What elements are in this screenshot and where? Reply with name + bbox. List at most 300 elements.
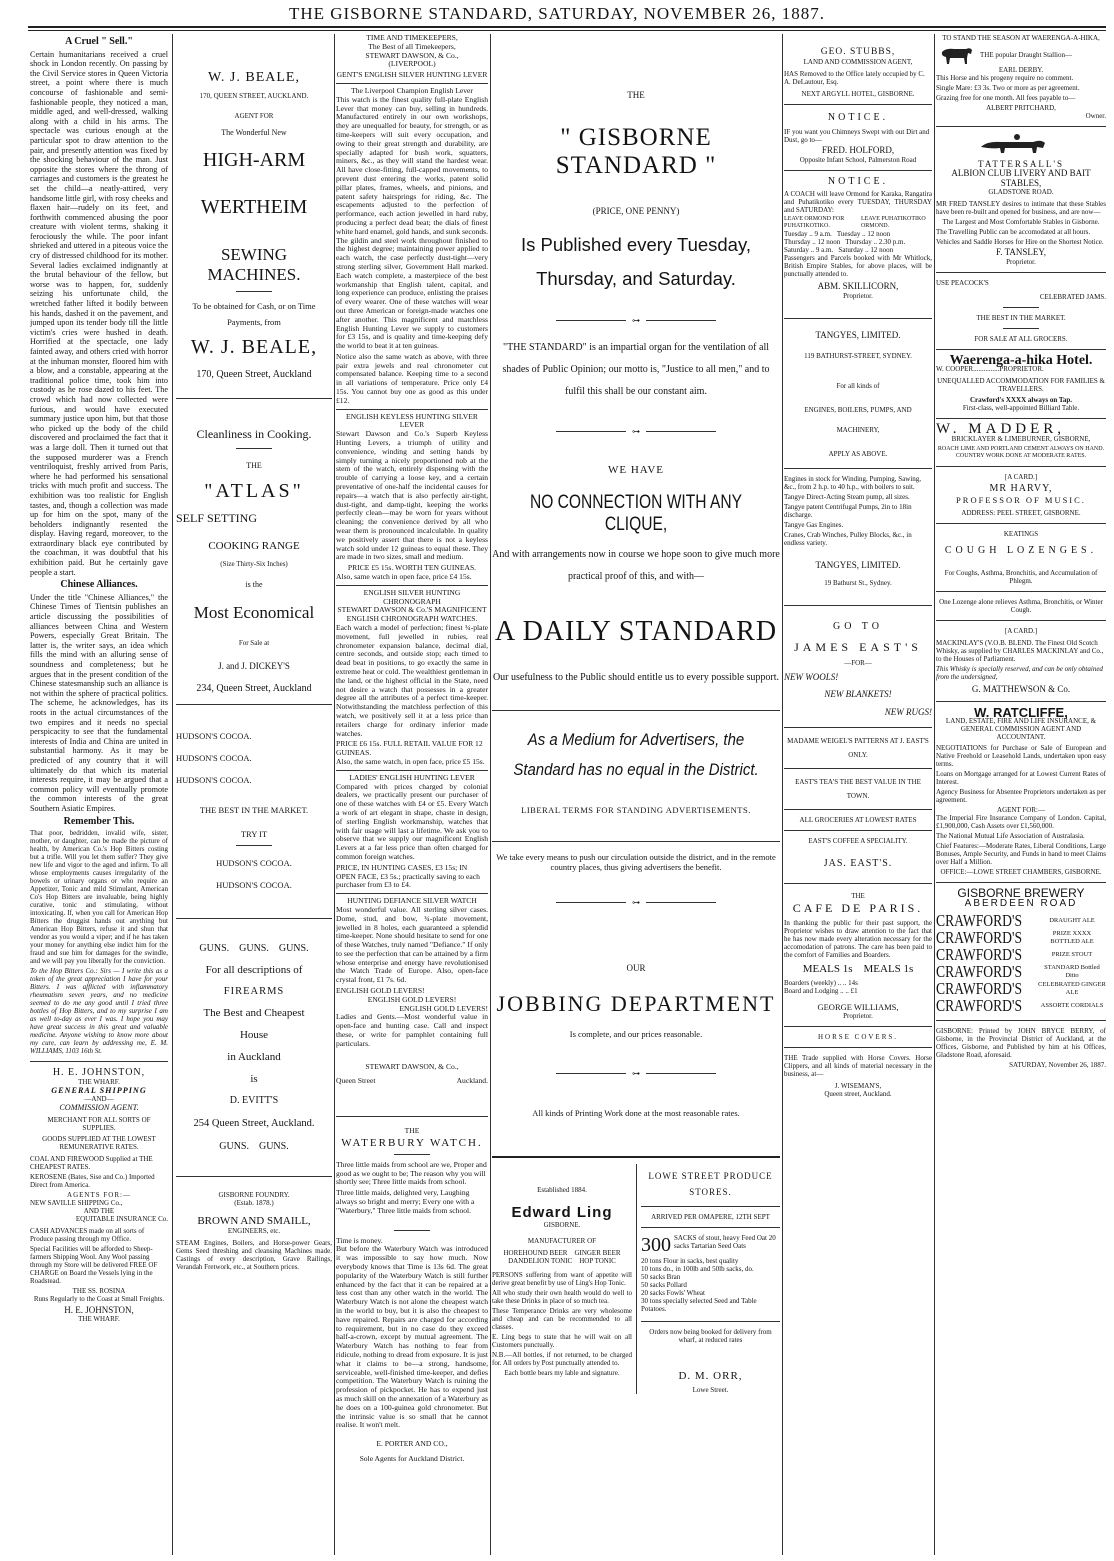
ad-address: Queen street, Auckland. [824, 1090, 892, 1098]
timetable-header: LEAVE PUHATIKOTIKO ORMOND. [860, 216, 926, 229]
brewery-product: DRAUGHT ALE [1049, 916, 1095, 924]
ad-text: Passengers and Parcels booked with Mr Whitlock, British Empire Stables, for above places, will be punctually attended to. [784, 254, 932, 278]
ad-text: EQUITABLE INSURANCE Co. [75, 1214, 168, 1223]
ad-text: 50 sacks Pollard [641, 1281, 687, 1289]
ad-text: Also, the same watch, in open face, price £5 15s. [336, 756, 485, 766]
ad-heading: WERTHEIM [200, 196, 308, 218]
ad-text: STEAM Engines, Boilers, and Horse-power Gears, Gems Seed threshing and cleansing Machines made. Castings of every description, Grave Railings, Verandah Fretwork, etc., at Southern prices. [176, 1239, 332, 1271]
ad-heading: A DAILY STANDARD [494, 616, 778, 647]
divider [936, 272, 1106, 273]
divider [176, 398, 332, 399]
ad-text: THE BEST IN THE MARKET. [976, 313, 1066, 322]
ad-text: This Horse and his progeny require no comment. [936, 74, 1074, 82]
divider [936, 466, 1106, 467]
ad-name: TANGYES, LIMITED. [815, 329, 901, 340]
ad-text: HUDSON'S COCOA. [176, 731, 252, 741]
ad-text: The Wonderful New [221, 128, 287, 137]
ad-text: Owner. [1085, 112, 1106, 120]
timetable-header: LEAVE ORMOND FOR PUHATIKOTIKO. [784, 216, 845, 229]
ad-text: W. COOPER...............PROPRIETOR. [936, 365, 1044, 373]
divider [176, 1176, 332, 1177]
ad-text: Each watch a model of perfection; finest ¾-plate movement, full jewelled in rubies, real chronometer expansion balance, decimal dial, centre seconds, and outside stop; each timed to dead beat in positions, to go exactly the same in extreme heat or cold. The wealthiest gentleman in the land, or the highest official in the State, need not desire a watch that possesses in a greater degree all the attributes of a perfect time-keeper. Notwithstanding the matchless perfection of this watch, we positively sell it at a less price than retailers charge for ordinary inferior made watches. [336, 623, 488, 738]
ad-text: Tangye Direct-Acting Steam pump, all sizes. [784, 493, 910, 501]
ad-text: is the [245, 580, 263, 589]
column-1 [30, 34, 168, 1555]
ad-text: HUDSON'S COCOA. [176, 775, 252, 785]
brewery-product-row [936, 929, 1106, 946]
ad-text: AGENT FOR [234, 112, 274, 120]
ad-text: All who study their own health would do well to take these Drinks in place of so much tea. [492, 1289, 632, 1305]
brewery-brand: CRAWFORD'S [936, 945, 1023, 964]
ad-text: STEWART DAWSON & Co.'S MAGNIFICENT ENGLISH CHRONOGRAPH WATCHES. [337, 605, 487, 624]
ad-name: MR HARVY, [989, 482, 1053, 494]
horse-icon [936, 44, 976, 66]
ad-text: Board and Lodging .. .. £1 [784, 986, 858, 995]
ad-address: GLADSTONE ROAD. [988, 188, 1054, 196]
ad-text: (Size Thirty-Six Inches) [220, 560, 288, 568]
ling-ad [492, 1164, 637, 1394]
ad-heading: ENGLISH KEYLESS HUNTING SILVER LEVER [346, 411, 478, 430]
ad-heading: ENGLISH SILVER HUNTING CHRONOGRAPH [363, 587, 461, 606]
divider [936, 591, 1106, 592]
ad-heading: HORSE COVERS. [817, 1033, 899, 1041]
divider [336, 893, 488, 894]
divider [30, 1061, 168, 1062]
ad-heading: HUNTING DEFIANCE SILVER WATCH [347, 896, 477, 906]
ad-text: GISBORNE FOUNDRY. [218, 1191, 290, 1199]
ad-text: Tangye patent Centrifugal Pumps, 2in to 18in discharge. [784, 503, 912, 519]
ad-text: The Best of all Timekeepers, [368, 41, 456, 51]
ad-text: EAST'S COFFEE A SPECIALITY. [808, 837, 908, 845]
masthead-rule [28, 26, 1106, 31]
ad-heading: Cleanliness in Cooking. [196, 427, 312, 441]
ad-text: NEXT ARGYLL HOTEL, GISBORNE. [801, 89, 915, 98]
ad-name: STEWART DAWSON, & Co., [365, 1061, 459, 1071]
ad-numeral: 300 [641, 1234, 671, 1256]
testimonial: To the Hop Bitters Co.: Sirs — I write this as a token of the great appreciation I have for your Bitters. I was afflicted with inflammatory rheumatism seven years, and no medicine seemed to do me any good until I tried three bottles of Hop Bitters, and to my surprise I am as well to-day as ever I was. I hope you may have great success in this great and valuable medicine. Anyone wishing to know more about my cure, can learn by addressing me, E. M. WILLIAMS, 1103 16th St. [30, 967, 168, 1056]
ornament-divider: ⊶ [492, 316, 780, 325]
ad-text: LAND AND COMMISSION AGENT, [803, 57, 913, 66]
ad-text: MERCHANT FOR ALL SORTS OF SUPPLIES. [47, 1115, 151, 1132]
ad-text: But before the Waterbury Watch was introduced it was impossible to say how much. Now everybody knows that Time is 13s 6d. The great popularity of the Waterbury Watch is still further enhanced by the fact that it can be repaired at a less cost than any other watch in the world. The Waterbury Watch is not alone the cheapest watch in the world to buy, but it is also the cheapest to have repaired. Repairs are charged for according to requirement, but in no case do they exceed half-a-crown, except by mutual agreement. The Waterbury Watch has nothing to fear from ridicule, nothing to dread from exposure. It is just what it claims to be—a strong, handsome, serviceable, well-finished time-keeper, and defies competition. The Waterbury Watch is ruining the profession of pickpocket. He has to expend just as much skill on the annexation of a Waterbury as he does on a 100-guinea gold chronometer. But the intrinsic value is so small that he cannot realise. It won't melt. [336, 1244, 488, 1430]
divider [784, 809, 932, 810]
ad-name: JAS. EAST'S. [823, 858, 893, 869]
divider [784, 1026, 932, 1027]
ad-text: Orders now being booked for delivery from wharf, at reduced rates [649, 1328, 772, 1344]
ad-heading: MEALS 1s MEALS 1s [802, 963, 914, 975]
ad-text: Runs Regularly to the Coast at Small Freights. [33, 1294, 165, 1303]
ad-address: Opposite Infant School, Palmerston Road [799, 155, 917, 164]
ad-name: F. TANSLEY, [996, 247, 1046, 257]
ad-text: NEW SAVILLE SHIPPING Co., [30, 1198, 123, 1207]
ad-text: The Best and Cheapest [203, 1007, 305, 1019]
ad-text: KEROSENE (Bates, Sise and Co.) Imported Direct from America. [30, 1172, 155, 1189]
ad-text: HUDSON'S COCOA. [176, 753, 252, 763]
ad-text: In thanking the public for their past support, the Proprietor wishes to draw attention to the fact that he has now made every alteration necessary for the accomodation of patrons. The care has been paid to the comfort of Families and Boarders. [784, 919, 932, 959]
ad-text: This Whisky is specially reserved, and can be only obtained from the undersigned, [936, 665, 1103, 681]
ad-text: (PRICE, ONE PENNY) [592, 206, 680, 216]
ad-heading: The Liverpool Champion English Lever [351, 85, 473, 95]
ad-text: We take every means to push our circulation outside the district, and in the remote country places, thus giving advertisers the benefit. [496, 852, 776, 872]
ornament-divider: ⊶ [492, 427, 780, 436]
ad-text: Tangye Gas Engines. [784, 521, 844, 529]
ad-text: These Temperance Drinks are very wholesome and cheap and can be recommended to all classes. [492, 1307, 632, 1331]
brewery-product: STANDARD Bottled Ditto [1044, 964, 1100, 979]
ad-name: W. J. BEALE, [208, 70, 300, 85]
divider [936, 1020, 1106, 1021]
ad-text: AND THE [83, 1206, 115, 1215]
ad-text: THE [246, 461, 262, 470]
brewery-product-row [936, 946, 1106, 963]
brewery-brand: CRAWFORD'S [936, 979, 1023, 998]
ad-text: SELF SETTING [176, 511, 257, 525]
ad-text: The National Mutual Life Association of Australasia. [936, 832, 1085, 840]
ad-text: HAS Removed to the Office lately occupied by C. A. DeLautour, Esq. [784, 69, 925, 86]
ad-text: (LIVERPOOL) [388, 59, 436, 69]
brewery-product: PRIZE STOUT [1051, 950, 1093, 958]
headline: Remember This. [63, 815, 135, 827]
ad-text: ARRIVED PER OMAPERE, 12TH SEPT [651, 1213, 770, 1221]
ad-text: Cranes, Crab Winches, Pulley Blocks, &c., in endless variety. [784, 531, 912, 547]
ad-name: GISBORNE BREWERY [957, 886, 1085, 900]
ad-text: Our usefulness to the Public should entitle us to every possible support. [492, 672, 780, 683]
brewery-product-row [936, 997, 1106, 1014]
ad-text: Stewart Dawson and Co.'s Superb Keyless Hunting Levers, a triumph of utility and convenience, winding and setting hands by simply turning a nicely proportioned nob at the stem of the watch, entirely dispensing with the trouble of carrying a loose key, and a certain preventative of one-half the incidental causes for repairs—a watch that is also perfectly air-tight, dust-tight, and damp-tight, keeping the works perfectly clean—may be worn for years without cleaning; the convenience derived by all who wear them is pronounced incalculable. In quality we positively assert that there is not a keyless watch sold under 12 guineas to equal these. They are made in two sizes, small and medium. [336, 429, 488, 562]
column-rule [934, 34, 935, 1555]
article-body: That poor, bedridden, invalid wife, sister, mother, or daughter, can be made the picture of health, by American Co.'s Hop Bitters costing but a trifle. Will you let them suffer? They give new life and vigor to the aged and infirm. To all whose employments causes irregularity of the bowels or urinary organs or who require an Appetizer, Tonic and mild Stimulant, American Co's Hop Bitters are invaluable, being highly curative, tonic and stimulating, without intoxicating. If, when you call for American Hop Bitters the druggist hands out anything but American Hop Bitters, refuse it and shun that vendor as you would a viper; and if he has taken your money for anything else indict him for the fraud and sue him for damages for the swindle, and we will pay you liberally for the conviction. [30, 829, 168, 966]
ad-name: E. PORTER AND CO., [376, 1439, 448, 1449]
divider [236, 448, 272, 449]
ad-text: Chief Features:—Moderate Rates, Liberal Conditions, Large Bonuses, Ample Security, and Funds in hand to meet Claims over Half a Million. [936, 842, 1106, 866]
ad-name: H. E. JOHNSTON, [52, 1067, 146, 1079]
ad-heading: Is Published every Tuesday, Thursday, and Saturday. [520, 234, 751, 289]
ad-text: For all kinds of [836, 382, 880, 390]
divider [936, 523, 1106, 524]
ad-text: Single Mare: £3 3s. Two or more as per agreement. [936, 84, 1080, 92]
ad-name: Waerenga-a-hika Hotel. [949, 352, 1093, 368]
ad-address: 19 Bathurst St., Sydney. [824, 578, 892, 587]
divider [641, 1321, 780, 1322]
divider [784, 1047, 932, 1048]
ad-text: One Lozenge alone relieves Asthma, Bronchitis, or Winter Cough. [939, 598, 1103, 614]
ad-text: APPLY AS ABOVE. [828, 450, 888, 458]
ad-text: FOR SALE AT ALL GROCERS. [974, 334, 1068, 343]
brewery-product-row [936, 980, 1106, 997]
divider [1003, 328, 1039, 329]
ad-heading: As a Medium for Advertisers, the Standard has no equal in the District. [513, 730, 759, 779]
divider [236, 291, 272, 292]
poem: Three little maids from school are we, Proper and good as we ought to be; The reason why you will shortly see; Three little maids from school. [336, 1159, 487, 1187]
ad-text: IF you want you Chimneys Swept with out Dirt and Dust, go to— [784, 128, 930, 144]
ad-text: A COACH will leave Ormond for Karaka, Rangatira and Puhatikotiko every TUESDAY, THURSDAY and SATURDAY: [784, 190, 932, 214]
ad-text: Special Facilities will be afforded to Sheep-farmers Shipping Wool. Any Wool passing through my Store will be delivered FREE OF CHARGE on Board the Vessels lying in the Roadstead. [30, 1244, 158, 1285]
column-2 [176, 34, 332, 1555]
ad-address: ABERDEEN ROAD [964, 897, 1078, 909]
ad-text: HOREHOUND BEER GINGER BEER [503, 1249, 621, 1257]
ad-text: Engines in stock for Winding, Pumping, Sawing, &c., from 2 h.p. to 40 h.p., with boilers to suit. [784, 475, 922, 491]
ad-name: G. MATTHEWSON & Co. [971, 684, 1071, 694]
ad-text: MADAME WEIGEL'S PATTERNS AT J. EAST'S ONLY. [787, 737, 929, 759]
ad-heading: JOBBING DEPARTMENT [496, 991, 776, 1016]
brewery-list [936, 912, 1106, 1014]
ad-text: Crawford's XXXX always on Tap. [969, 396, 1073, 404]
divider [784, 104, 932, 105]
ad-text: To be obtained for Cash, or on Time Payments, from [192, 301, 316, 327]
ad-text: (Estab. 1878.) [234, 1199, 274, 1207]
ad-address: 234, Queen Street, Auckland [196, 683, 312, 694]
ad-text: DANDELION TONIC HOP TONIC [508, 1257, 616, 1265]
ad-address: THE WHARF. [78, 1077, 120, 1086]
column-rule [782, 34, 783, 1555]
ad-text: TRY IT [240, 829, 268, 839]
ad-name: W. J. BEALE, [190, 336, 318, 358]
ad-text: EAST'S TEA'S THE BEST VALUE IN THE TOWN. [795, 778, 921, 800]
ad-text: KEATINGS [1003, 529, 1039, 538]
orr-ad [637, 1164, 780, 1394]
ad-name: ABM. SKILLICORN, [817, 281, 899, 291]
divider [936, 620, 1106, 621]
ad-text: Each bottle bears my lable and signature. [504, 1369, 620, 1377]
ad-text: For Sale at [238, 639, 270, 647]
divider [176, 704, 332, 705]
ad-name: J. WISEMAN'S, [834, 1082, 882, 1090]
ad-address: Auckland. [456, 1076, 488, 1086]
divider [394, 1154, 430, 1155]
masthead: THE GISBORNE STANDARD, SATURDAY, NOVEMBER 26, 1887. [288, 4, 826, 23]
divider [784, 883, 932, 884]
ad-heading: GUNS. GUNS. [219, 1141, 289, 1152]
column-5 [784, 34, 932, 1555]
ad-text: First-class, well-appointed Billiard Table. [962, 404, 1080, 412]
ad-text: Proprietor. [843, 1012, 873, 1020]
column-3 [336, 34, 488, 1555]
ad-text: MANUFACTURER OF [527, 1237, 597, 1245]
ad-name: ALBERT PRITCHARD, [986, 104, 1056, 112]
ad-text: THE SS. ROSINA [72, 1286, 126, 1295]
headline: A Cruel " Sell." [65, 36, 133, 47]
ad-heading: GUNS. GUNS. GUNS. [199, 943, 309, 954]
ad-text: ENGINES, BOILERS, PUMPS, AND MACHINERY, [804, 406, 912, 434]
article-body: Certain humanitarians received a cruel shock in London recently. On passing by the Civil Service stores in Queen Victoria street, a point where there is much concourse of fashionable and semi-fashionable people, they noticed a man, middle aged, and well-dressed, walking along with a child in his arms. The spectacle was curious enough at the particular spot to draw attention to the pair, and presently attention was fixed by the shocking behaviour of the man. Just opposite the stores where the throng of carriages and customers is the greatest he set the child—a neatly-attired, very handsome little girl, with rosy cheeks and flaxen hair—rudely on its feet, and forthwith commenced abusing the poor creature with violent terms, shaking it ferociously the while. The poor infant shrieked and uttered in a piteous voice the cry of distressed childhood for its mother. Several ladies exclaimed indignantly at the brutal behaviour of the fellow, but worse was to happen, for, suddenly seizing his unfortunate child, the wretched father lifted it bodily between his hands, dashed it on the pavement, and jumped upon its tender body till the little victim's cries were hushed in death. Horrified at the spectacle, one lady fainted away, and others cried with horror at the inhuman monster, floored him with a blow, and a constable, appearing at the traditional police time, took him into custody as he rose dazed to his feet. The crowd which had now collected were furious, and would have executed summary justice upon him, but that those who picked up the body of the child discovered and proclaimed the fact that it was a large doll. Then it turned out that the supposed murderer was a French ventriloquist, freshly arrived from Paris, where he had performed his sensational tricks with much profit and success. The exhibition was too realistic for English tastes, and, though a collection was made up for him on the spot, many of the beholders indignantly resented the display. Having regard, moreover, to the extraordinary black eye contributed by the coachman, it was doubtful that his exhibition paid. But he certainly gave people a start. [30, 49, 168, 577]
ad-name: TANGYES, LIMITED. [815, 560, 901, 570]
brewery-product: PRIZE XXXX BOTTLED ALE [1050, 930, 1094, 945]
ad-address: 254 Queen Street, Auckland. [193, 1118, 315, 1129]
ad-address: 119 BATHURST-STREET, SYDNEY. [804, 352, 912, 360]
ad-text: OUR [626, 963, 646, 973]
divider [784, 605, 932, 606]
ad-name: H. E. JOHNSTON, [64, 1304, 134, 1315]
ad-heading: LOWE STREET PRODUCE STORES. [648, 1171, 773, 1197]
ad-text: HUDSON'S COCOA. [216, 858, 292, 868]
ad-heading: ALBION CLUB LIVERY AND BAIT STABLES, [951, 168, 1091, 188]
ad-text: 10 tons do., in 100lb and 50lb sacks, do. [641, 1265, 754, 1273]
headline: Chinese Alliances. [60, 579, 138, 591]
ad-text: Vehicles and Saddle Horses for Hire on the Shortest Notice. [936, 238, 1104, 246]
ad-text: N.B.—All bottles, if not returned, to be charged for. All orders by Post punctually attended to. [492, 1351, 632, 1367]
imprint-date: SATURDAY, November 26, 1887. [1009, 1061, 1106, 1069]
divider [1003, 307, 1039, 308]
ad-text: The Travelling Public can be accomodated at all hours. [936, 228, 1091, 236]
ad-name: BROWN AND SMAILL, [197, 1215, 311, 1227]
ad-heading: GENERAL SHIPPING [51, 1085, 147, 1095]
ad-text: TO STAND THE SEASON AT WAERENGA-A-HIKA, [942, 34, 1100, 42]
ad-heading: GENT'S ENGLISH SILVER HUNTING LEVER [336, 70, 488, 80]
ad-text: Sole Agents for Auckland District. [359, 1453, 465, 1463]
brewery-product: ASSORTE CORDIALS [1040, 1001, 1104, 1009]
ad-address: 170, Queen Street, Auckland [196, 369, 312, 380]
ad-heading: ENGLISH GOLD LEVERS! [367, 994, 457, 1004]
divider [641, 1206, 780, 1207]
ad-text: Time is money. [336, 1235, 383, 1245]
ad-text: For Coughs, Asthma, Bronchitis, and Accumulation of Phlegm. [944, 569, 1098, 585]
ad-text: NEGOTIATIONS for Purchase or Sale of European and Native Freehold or Leasehold Lands, undertaken upon easy terms. [936, 744, 1106, 768]
ad-name: FRED. HOLFORD, [821, 145, 895, 155]
column-4 [492, 34, 780, 1555]
ad-name: JAMES EAST'S [794, 640, 922, 654]
ad-text: MR FRED TANSLEY desires to intimate that these Stables have been re-built and opened for business, and are now— [936, 200, 1106, 216]
ad-address: 170, QUEEN STREET, AUCKLAND. [199, 92, 309, 100]
ad-text: COOKING RANGE [208, 540, 300, 552]
divider [492, 710, 780, 711]
ad-text: Loans on Mortgage arranged for at Lowest Current Rates of Interest. [936, 770, 1106, 786]
divider [936, 418, 1106, 419]
ad-heading: FIREARMS [223, 986, 285, 997]
ad-name: TATTERSALL'S [978, 158, 1064, 169]
ad-text: is [250, 1073, 258, 1085]
ad-text: CELEBRATED JAMS. [1039, 292, 1106, 301]
ad-text: E. Ling begs to state that he will wait on all Customers punctually. [492, 1333, 632, 1349]
ad-text: Proprietor. [843, 291, 873, 300]
ad-text: ROACH LIME AND PORTLAND CEMENT ALWAYS ON HAND. COUNTRY WORK DONE AT MODERATE RATES. [937, 445, 1105, 459]
ad-text: PRICE £6 15s. FULL RETAIL VALUE FOR 12 GUINEAS. [336, 739, 483, 758]
ad-text: LAND, ESTATE, FIRE AND LIFE INSURANCE, & GENERAL COMMISSION AGENT AND ACCOUNTANT. [945, 717, 1097, 741]
ad-text: HUDSON'S COCOA. [216, 880, 292, 890]
poem: Three little maids, delighted very, Laughing always so bright and merry; Every one with a "Waterbury," Three little maids from school. [336, 1188, 475, 1215]
ad-text: [A CARD.] [1004, 627, 1038, 635]
ad-text: THE popular Draught Stallion— [980, 51, 1072, 59]
ad-address: ADDRESS: PEEL STREET, GISBORNE. [961, 508, 1081, 517]
ad-text: UNEQUALLED ACCOMMODATION FOR FAMILIES & TRAVELLERS. [937, 377, 1105, 393]
brewery-product-row [936, 912, 1106, 929]
ad-text: Ladies and Gents.—Most wonderful value in open-face and hunting case. Call and inspect these, or write for pamphlet containing full particulars. [336, 1012, 488, 1048]
divider [784, 830, 932, 831]
ad-address: Queen Street [336, 1076, 376, 1086]
column-rule [172, 34, 173, 1555]
ad-text: NEW RUGS! [884, 706, 932, 717]
ad-text: WE HAVE [608, 464, 664, 476]
column-6 [936, 34, 1106, 1555]
ad-text: USE PEACOCK'S [936, 278, 989, 287]
ad-heading: NOTICE. [827, 175, 889, 187]
ad-text: SACKS of stout, heavy Feed Oat 20 sacks Tartarian Seed Oats [674, 1234, 776, 1250]
ad-name: D. EVITT'S [229, 1095, 279, 1106]
ad-heading: NOTICE. [827, 111, 889, 123]
column-rule [490, 34, 491, 1555]
ad-text: THE Trade supplied with Horse Covers. Horse Clippers, and all kinds of material necessary in the business, at— [784, 1054, 932, 1078]
ad-name: STEWART DAWSON, & Co., [365, 50, 459, 60]
ad-name: EARL DERBY. [998, 66, 1044, 74]
ad-address: OFFICE:—LOWE STREET CHAMBERS, GISBORNE. [940, 868, 1102, 876]
brewery-brand: CRAWFORD'S [936, 996, 1023, 1015]
divider [784, 727, 932, 728]
divider [492, 1156, 780, 1158]
divider [936, 882, 1106, 883]
ad-address: THE WHARF. [78, 1315, 120, 1324]
ad-name: GEORGE WILLIAMS, [817, 1001, 899, 1012]
ad-name: J. and J. DICKEY'S [218, 661, 290, 671]
ad-text: PRICE £5 15s. WORTH TEN GUINEAS. [347, 563, 477, 573]
ad-heading: TIME AND TIMEKEEPERS, [366, 34, 458, 42]
ad-heading: SEWING MACHINES. [207, 245, 301, 284]
ornament-divider: ⊶ [492, 1069, 780, 1078]
timetable-row: Saturday .. 9 a.m. Saturday .. 12 noon [784, 246, 894, 254]
ad-text: PRICE, IN HUNTING CASES, £3 15s; IN OPEN FACE, £3 5s.; practically saving to each purchaser from £3 to £4. [336, 862, 480, 890]
ad-text: THE BEST IN THE MARKET. [199, 805, 309, 815]
ornament-divider: ⊶ [492, 898, 780, 907]
ad-name: W. MADDER, [936, 421, 1066, 437]
divider [784, 170, 932, 171]
brewery-product-row [936, 963, 1106, 980]
divider [336, 409, 488, 410]
ad-address: Lowe Street. [692, 1386, 729, 1394]
divider [784, 318, 932, 319]
brewery-brand: CRAWFORD'S [936, 911, 1023, 930]
ad-text: Proprietor. [1006, 257, 1036, 266]
imprint: GISBORNE: Printed by JOHN BRYCE BERRY, of Gisborne, in the Provincial District of Auckland, at the Offices, Gisborne, and Published by him at his Offices, Gladstone Road, aforesaid. [936, 1027, 1106, 1059]
ad-text: BRICKLAYER & LIMEBURNER, GISBORNE, [951, 434, 1091, 443]
divider [641, 1227, 780, 1228]
ad-text: GISBORNE. [543, 1221, 581, 1229]
ad-text: This watch is the finest quality full-plate English Lever that money can buy, selling in hundreds. Manufactured entirely in our own workshops, they are unequalled for beauty, for strength, or as time-keepers will suit every occupation, and owing to their great strength and durability, are specially adapted for bush work, squatters, miners, &c., as they will stand the hardest wear. All have close-fitting, full-capped movements, to prevent dust entering the works, patent solid pillar plates, frames, wheels, and pinions, and patent safety hairsprings for riding, &c. The escapements adjusted to the perfection of performance, each action jewelled in hard ruby, producing a perfect dead beat; the dials of finest white hard enamel, gold hands, and sunk seconds. The gildin and steel work throughout finished to the highest degree; maintaining power applied to each watch, the case perfectly dust-tight—very strong sterling silver, Government Hall marked. Each watch complete, a masterpiece of the best workmanship that English talent, capital, and long experience can produce, enlisting the praises of every wearer. One of these watches will wear out three American or foreign-made watches one after another. This magnificent and matchless English Hunting Lever we supply to customers for £3 15s, and is quality and time-keeping defy the world to beat it at ten guineas. [336, 94, 488, 351]
column-rule [334, 34, 335, 1555]
ad-name: D. M. ORR, [678, 1370, 743, 1382]
divider [492, 841, 780, 842]
brewery-brand: CRAWFORD'S [936, 962, 1023, 981]
ad-text: THE [404, 1126, 420, 1136]
ad-text: NEW WOOLS! [784, 671, 839, 682]
ad-text: MACKINLAY'S (V.O.B. BLEND. The Finest Old Scotch Whisky, as supplied by CHARLES MACKINLAY and Co., to the Houses of Parliament. [936, 639, 1104, 663]
ad-text: Agency Business for Absentee Proprietors undertaken as per agreement. [936, 788, 1106, 804]
ad-text: LIBERAL TERMS FOR STANDING ADVERTISEMENTS. [521, 805, 751, 815]
ad-text: Grazing free for one month. All fees payable to— [936, 94, 1076, 102]
divider [336, 1116, 488, 1117]
ad-text: PROFESSOR OF MUSIC. [956, 495, 1086, 505]
ad-name: GEO. STUBBS, [820, 47, 896, 57]
ad-text: 20 tons Flour in sacks, best quality [641, 1257, 739, 1265]
ad-text: PERSONS suffering from want of appetite will derive great benefit by use of Ling's Hop Tonic. [492, 1271, 632, 1287]
ad-heading: NO CONNECTION WITH ANY CLIQUE, [529, 492, 743, 535]
brewery-product: CELEBRATED GINGER ALE [1038, 981, 1106, 996]
ad-text: Also, same watch in open face, price £4 15s. [336, 572, 472, 582]
ad-text: Compared with prices charged by colonial dealers, we practically present our purchaser of one of these watches with £4 or £5. Every Watch a work of art elegant in shape, chaste in design, of sterling English workmanship, watches that with fair usage will last a lifetime. We ask you to observe that we supply our magnificent English Levers at a far less price than often charged for common foreign watches. [336, 781, 488, 861]
ad-text: AGENTS FOR:— [67, 1190, 131, 1199]
ad-text: THE [627, 90, 645, 100]
ad-heading: LADIES' ENGLISH HUNTING LEVER [349, 772, 475, 782]
divider [936, 349, 1106, 350]
ad-text: —FOR— [844, 658, 872, 667]
ad-name: Edward Ling [511, 1204, 613, 1221]
ad-text: 50 sacks Bran [641, 1273, 681, 1281]
ad-heading: HIGH-ARM [202, 149, 306, 171]
ad-text: AGENT FOR:— [997, 806, 1045, 814]
ad-text: The Imperial Fire Insurance Company of London. Capital, £1,900,000, Cash Assets over £1,560,000. [936, 814, 1106, 830]
ad-heading: ENGLISH GOLD LEVERS! [399, 1003, 488, 1013]
article-body: Under the title "Chinese Alliances," the Chinese Times of Tientsin publishes an article discussing the possibilities of alliances between China and Western Powers, especially Great Britain. The latter is, the writer says, an idea which fills the mind with an alluring sense of soundness and completeness; but he argues that in the present condition of the Chinese statesmanship such an alliance is not within the sphere of practical politics. The scheme, he acknowledges, has its roots in the actual circumstances of the two empires and it needs no special perspicacity to see that the fundamental interests of India and China are united in substantial harmony. As it may be predicted of any country that it will ultimately do that which its material interests require, it may be argued that a common policy will eventually promote the common interests of the great Southern Asiatic Empires. [30, 592, 168, 813]
timetable-row: Tuesday .. 9 a.m. Tuesday .. 12 noon [784, 230, 891, 238]
divider [336, 83, 488, 84]
ad-text: COAL AND FIREWOOD Supplied at THE CHEAPEST RATES. [30, 1154, 153, 1171]
divider [394, 1230, 430, 1231]
